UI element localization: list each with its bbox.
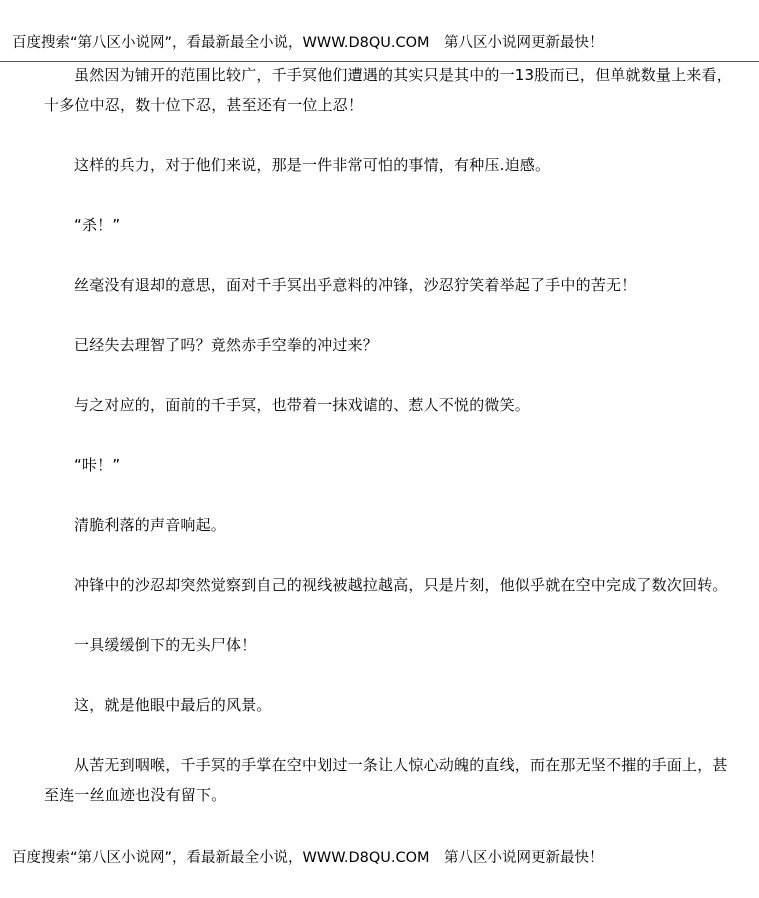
footer-banner: 百度搜索“第八区小说网”，看最新最全小说，WWW.D8QU.COM 第八区小说网更新最快！	[12, 850, 604, 866]
paragraph: 虽然因为铺开的范围比较广，千手冥他们遭遇的其实只是其中的一13股而已，但单就数量上来看，十多位中忍，数十位下忍，甚至还有一位上忍！	[44, 66, 732, 114]
paragraph: 从苦无到咽喉，千手冥的手掌在空中划过一条让人惊心动魄的直线，而在那无坚不摧的手面上，甚至连一丝血迹也没有留下。	[44, 756, 728, 804]
paragraph: 一具缓缓倒下的无头尸体！	[74, 636, 257, 654]
paragraph: 清脆利落的声音响起。	[74, 516, 227, 534]
paragraph: 已经失去理智了吗？竟然赤手空拳的冲过来？	[74, 336, 379, 354]
paragraph: 丝毫没有退却的意思，面对千手冥出乎意料的冲锋，沙忍狞笑着举起了手中的苦无！	[74, 276, 637, 294]
paragraph: “杀！”	[74, 216, 121, 234]
paragraph: “咔！”	[74, 456, 121, 474]
header-banner: 百度搜索“第八区小说网”，看最新最全小说，WWW.D8QU.COM 第八区小说网更新最快！	[12, 35, 604, 51]
paragraph: 与之对应的，面前的千手冥，也带着一抹戏谑的、惹人不悦的微笑。	[74, 396, 531, 414]
chapter-text	[44, 60, 734, 840]
paragraph: 这样的兵力，对于他们来说，那是一件非常可怕的事情，有种压.迫感。	[74, 156, 551, 174]
paragraph: 这，就是他眼中最后的风景。	[74, 696, 272, 714]
paragraph: 冲锋中的沙忍却突然觉察到自己的视线被越拉越高，只是片刻，他似乎就在空中完成了数次回转。	[74, 576, 728, 594]
